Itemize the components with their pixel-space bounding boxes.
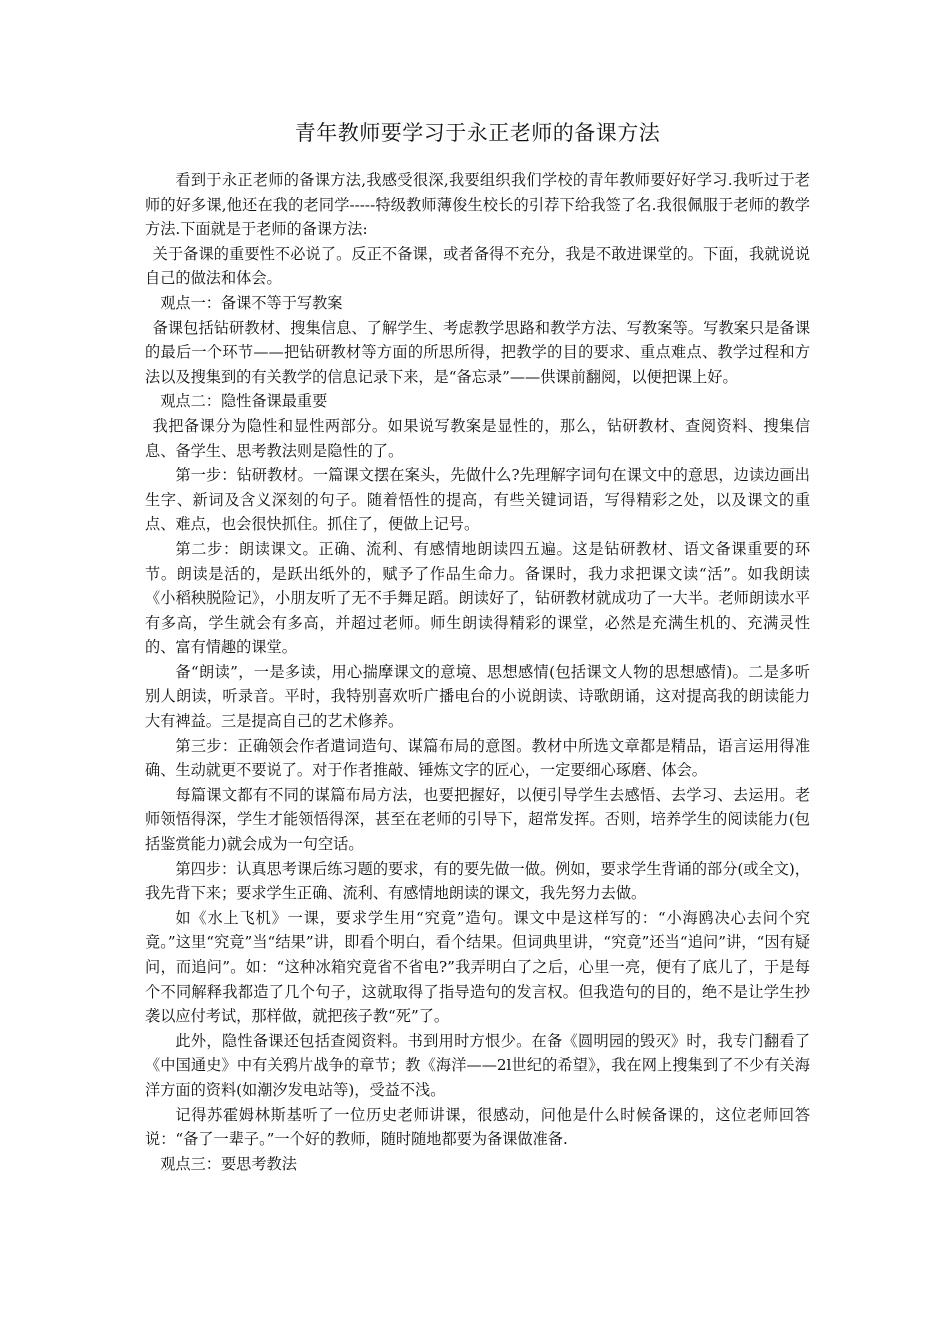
paragraph: 我把备课分为隐性和显性两部分。如果说写教案是显性的，那么，钻研教材、查阅资料、搜集信息、备学生、思考教法则是隐性的了。 — [145, 416, 810, 460]
paragraph: 第二步：朗读课文。正确、流利、有感情地朗读四五遍。这是钻研教材、语文备课重要的环节。朗读是活的，是跃出纸外的，赋予了作品生命力。备课时，我力求把课文读“活”。如我朗读《小稻秧脱险记》，小朋友听了无不手舞足蹈。朗读好了，钻研教材就成功了一大半。老师朗读水平有多高，学生就会有多高，并超过老师。师生朗读得精彩的课堂，必然是充满生机的、充满灵性的、富有情趣的课堂。 — [145, 539, 810, 657]
paragraph: 备“朗读”，一是多读，用心揣摩课文的意境、思想感情(包括课文人物的思想感情)。二是多听别人朗读，听录音。平时，我特别喜欢听广播电台的小说朗读、诗歌朗诵，这对提高我的朗读能力大有裨益。三是提高自己的艺术修养。 — [145, 662, 810, 731]
paragraph: 观点一：备课不等于写教案 — [160, 293, 343, 312]
document-title: 青年教师要学习于永正老师的备课方法 — [294, 121, 661, 145]
paragraph: 备课包括钻研教材、搜集信息、了解学生、考虑教学思路和教学方法、写教案等。写教案只是备课的最后一个环节——把钻研教材等方面的所思所得，把教学的目的要求、重点难点、教学过程和方法以及搜集到的有关教学的信息记录下来，是“备忘录”——供课前翻阅，以便把课上好。 — [145, 318, 810, 386]
paragraph: 每篇课文都有不同的谋篇布局方法，也要把握好，以便引导学生去感悟、去学习、去运用。老师领悟得深，学生才能领悟得深，甚至在老师的引导下，超常发挥。否则，培养学生的阅读能力(包括鉴赏能力)就会成为一句空话。 — [145, 785, 810, 854]
paragraph: 第三步：正确领会作者遣词造句、谋篇布局的意图。教材中所选文章都是精品，语言运用得准确、生动就更不要说了。对于作者推敲、锤炼文字的匠心，一定要细心琢磨、体会。 — [145, 736, 810, 780]
paragraph: 第四步：认真思考课后练习题的要求，有的要先做一做。例如，要求学生背诵的部分(或全文)，我先背下来；要求学生正确、流利、有感情地朗读的课文，我先努力去做。 — [145, 859, 810, 903]
paragraph: 记得苏霍姆林斯基听了一位历史老师讲课，很感动，问他是什么时候备课的，这位老师回答说：“备了一辈子。”一个好的教师，随时随地都要为备课做准备. — [145, 1105, 810, 1149]
paragraph: 第一步：钻研教材。一篇课文摆在案头，先做什么?先理解字词句在课文中的意思，边读边画出生字、新词及含义深刻的句子。随着悟性的提高，有些关键词语，写得精彩之处，以及课文的重点、难点，也会很快抓住。抓住了，便做上记号。 — [145, 466, 810, 534]
document-page — [145, 118, 810, 1176]
paragraph: 看到于永正老师的备课方法,我感受很深,我要组织我们学校的青年教师要好好学习.我听过于老师的好多课,他还在我的老同学-----特级教师薄俊生校长的引荐下给我签了名.我很佩服于老师的教学方法.下面就是于老师的备课方法: — [145, 171, 810, 239]
paragraph: 如《水上飞机》一课，要求学生用“究竟”造句。课文中是这样写的：“小海鸥决心去问个究竟。”这里“究竟”当“结果”讲，即看个明白，看个结果。但词典里讲，“究竟”还当“追问”讲，“因有疑问，而追问”。如：“这种冰箱究竟省不省电?”我弄明白了之后，心里一亮，便有了底儿了，于是每个不同解释我都造了几个句子，这就取得了指导造句的发言权。但我造句的目的，绝不是让学生抄袭以应付考试，那样做，就把孩子教“死”了。 — [145, 908, 810, 1026]
document-body — [145, 168, 810, 1176]
paragraph: 观点三：要思考教法 — [160, 1154, 297, 1173]
paragraph: 关于备课的重要性不必说了。反正不备课，或者备得不充分，我是不敢进课堂的。下面，我就说说自己的做法和体会。 — [145, 244, 810, 288]
paragraph: 此外，隐性备课还包括查阅资料。书到用时方恨少。在备《圆明园的毁灭》时，我专门翻看了《中国通史》中有关鸦片战争的章节；教《海洋——2l世纪的希望》，我在网上搜集到了不少有关海洋方面的资料(如潮汐发电站等)，受益不浅。 — [145, 1031, 810, 1099]
paragraph: 观点二：隐性备课最重要 — [160, 392, 328, 411]
